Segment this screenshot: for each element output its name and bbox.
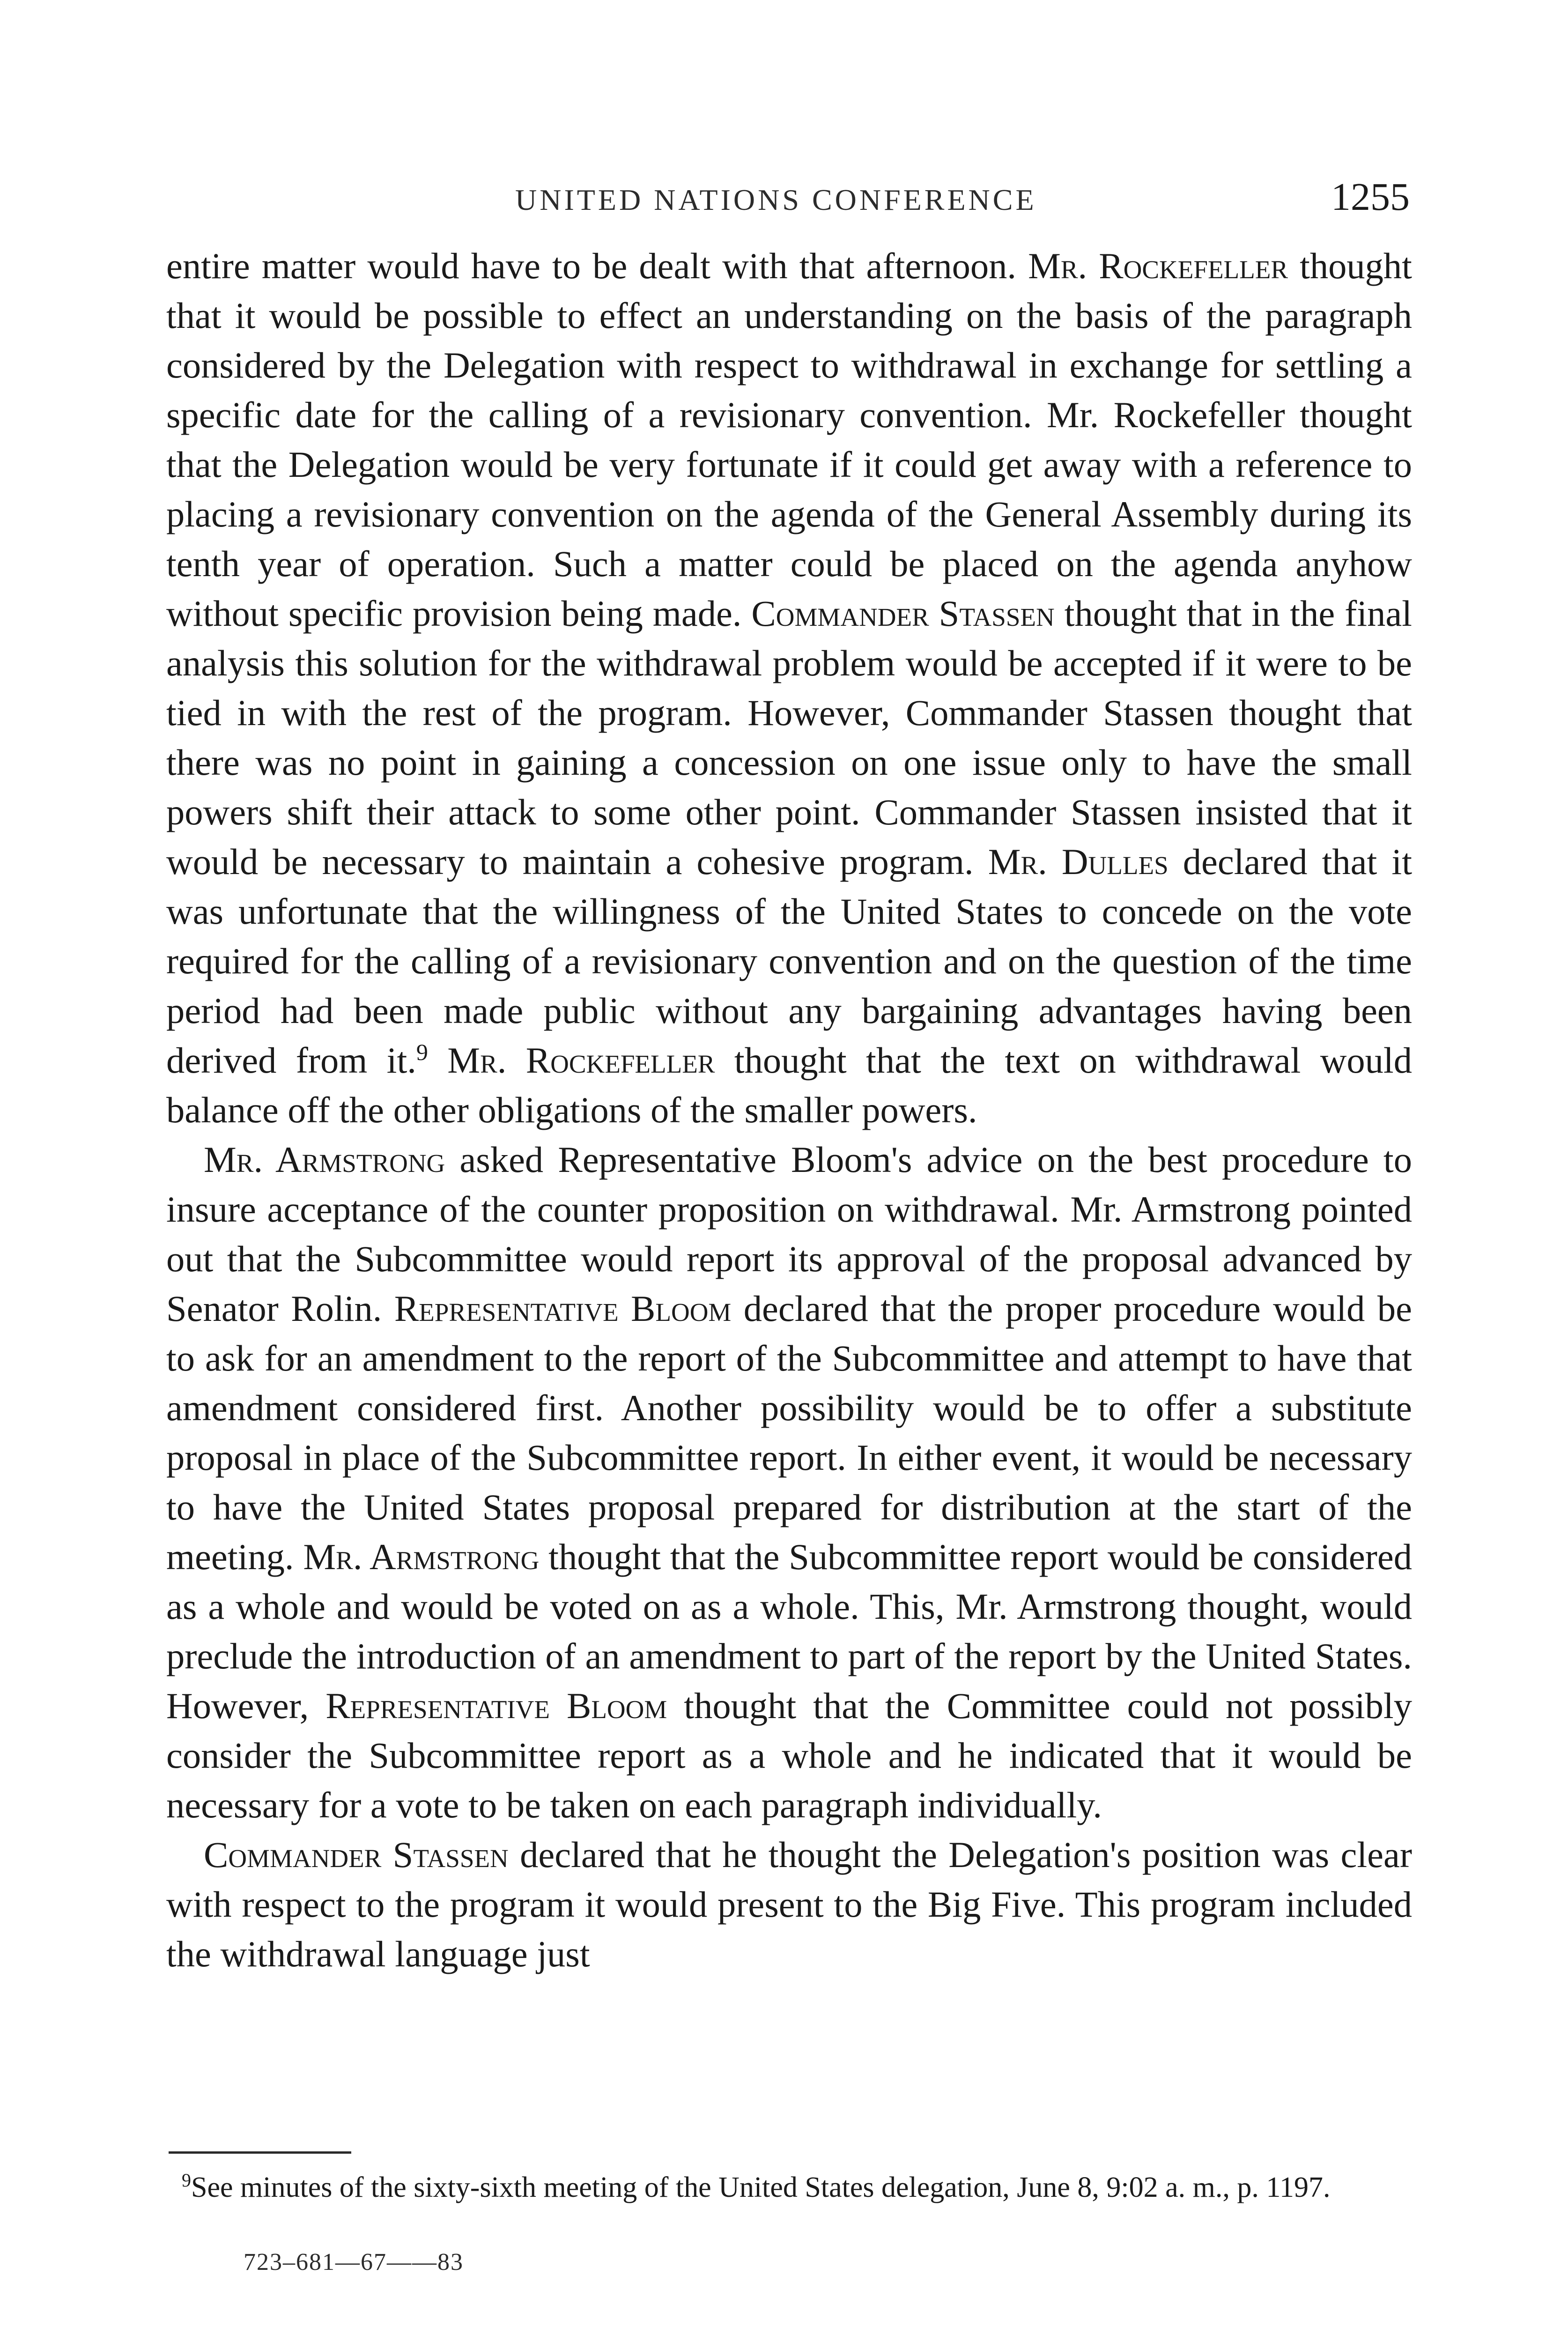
text-run [428, 1040, 447, 1081]
footnote-mark: 9 [182, 2170, 191, 2191]
speaker-name: Commander Stassen [204, 1834, 509, 1875]
text-run: declared that he thought the Delegation's position was clear with respect to the program it would present to the Big Five. This program included the withdrawal language just [166, 1834, 1412, 1974]
speaker-name: Mr. Rockefeller [1028, 245, 1288, 286]
paragraph-2 [166, 1135, 1412, 1830]
text-run: thought that in the final analysis this solution for the withdrawal problem would be accepted if it were to be tied in with the rest of the program. However, Commander Stassen thought that there was no point in gaining a concession on one issue only to have the small powers shift their attack to some other point. Commander Stassen insisted that it would be necessary to maintain a cohesive program. [166, 593, 1412, 882]
footnote-reference: 9 [416, 1038, 428, 1065]
speaker-name: Representative Bloom [394, 1288, 732, 1329]
footnote-text: See minutes of the sixty-sixth meeting of the United States delegation, June 8, 9:02 a. m., p. 1197. [191, 2172, 1331, 2203]
footnote-divider [169, 2151, 351, 2154]
running-title: UNITED NATIONS CONFERENCE [515, 183, 1037, 216]
paragraph-3 [166, 1830, 1412, 1979]
footnote [169, 2169, 1410, 2206]
text-run: asked Representative Bloom's advice on the best procedure to insure acceptance of the counter proposition on withdrawal. Mr. Armstrong pointed out that the Subcommittee would report its approval of the proposal advanced by Senator Rolin. [166, 1139, 1412, 1329]
text-run: thought that it would be possible to effect an understanding on the basis of the paragraph considered by the Delegation with respect to withdrawal in exchange for settling a specific date for the calling of a revisionary convention. Mr. Rockefeller thought that the Delegation would be very fortunate if it could get away with a reference to placing a revisionary convention on the agenda of the General Assembly during its tenth year of operation. Such a matter could be placed on the agenda anyhow without specific provision being made. [166, 245, 1412, 634]
speaker-name: Mr. Armstrong [204, 1139, 445, 1180]
speaker-name: Representative Bloom [325, 1685, 667, 1726]
speaker-name: Mr. Armstrong [303, 1536, 540, 1577]
speaker-name: Mr. Dulles [988, 841, 1169, 882]
speaker-name: Mr. Rockefeller [447, 1040, 715, 1081]
body-text [166, 241, 1412, 1979]
text-run: thought that the Committee could not possibly consider the Subcommittee report as a whole and he indicated that it would be necessary for a vote to be taken on each paragraph individually. [166, 1685, 1412, 1825]
paragraph-1 [166, 241, 1412, 1135]
running-head [169, 174, 1410, 226]
text-run: thought that the text on withdrawal would balance off the other obligations of the smaller powers. [166, 1040, 1412, 1130]
text-run: entire matter would have to be dealt with that afternoon. [166, 245, 1028, 286]
text-run: declared that the proper procedure would be to ask for an amendment to the report of the Subcommittee and attempt to have that amendment considered first. Another possibility would be to offer a substitute proposal in place of the Subcommittee report. In either event, it would be necessary to have the United States proposal prepared for distribution at the start of the meeting. [166, 1288, 1412, 1577]
printer-code: 723–681—67——83 [244, 2249, 464, 2275]
page-number: 1255 [1331, 175, 1410, 219]
speaker-name: Commander Stassen [751, 593, 1055, 634]
text-run: thought that the Subcommittee report would be considered as a whole and would be voted on as a whole. This, Mr. Armstrong thought, would preclude the introduction of an amendment to part of the report by the United States. However, [166, 1536, 1412, 1726]
text-run: declared that it was unfortunate that the willingness of the United States to concede on the vote required for the calling of a revisionary convention and on the question of the time period had been made public without any bargaining advantages having been derived from it. [166, 841, 1413, 1081]
